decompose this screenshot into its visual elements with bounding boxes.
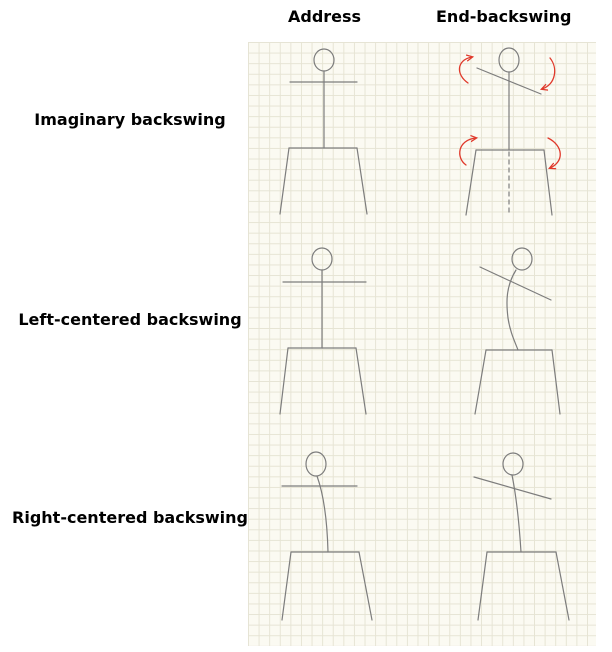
arrow-upper-right (542, 58, 555, 89)
row-label-imaginary-backswing: Imaginary backswing (34, 110, 226, 129)
arrow-lower-left (460, 138, 476, 165)
figure-imaginary-address (280, 49, 367, 214)
figure-left-centered-end-backswing (475, 248, 560, 414)
arrow-upper-left (459, 57, 472, 83)
figure-right-centered-address (282, 452, 372, 620)
figure-right-centered-end-backswing (474, 453, 569, 620)
row-label-left-centered-backswing: Left-centered backswing (18, 310, 242, 329)
arrow-lower-right (548, 138, 560, 168)
row-label-right-centered-backswing: Right-centered backswing (12, 508, 248, 527)
column-header-end-backswing: End-backswing (436, 7, 572, 26)
figure-imaginary-end-backswing (466, 48, 552, 215)
column-header-address: Address (288, 7, 362, 26)
rotation-arrows (459, 57, 560, 168)
figure-left-centered-address (280, 248, 366, 414)
